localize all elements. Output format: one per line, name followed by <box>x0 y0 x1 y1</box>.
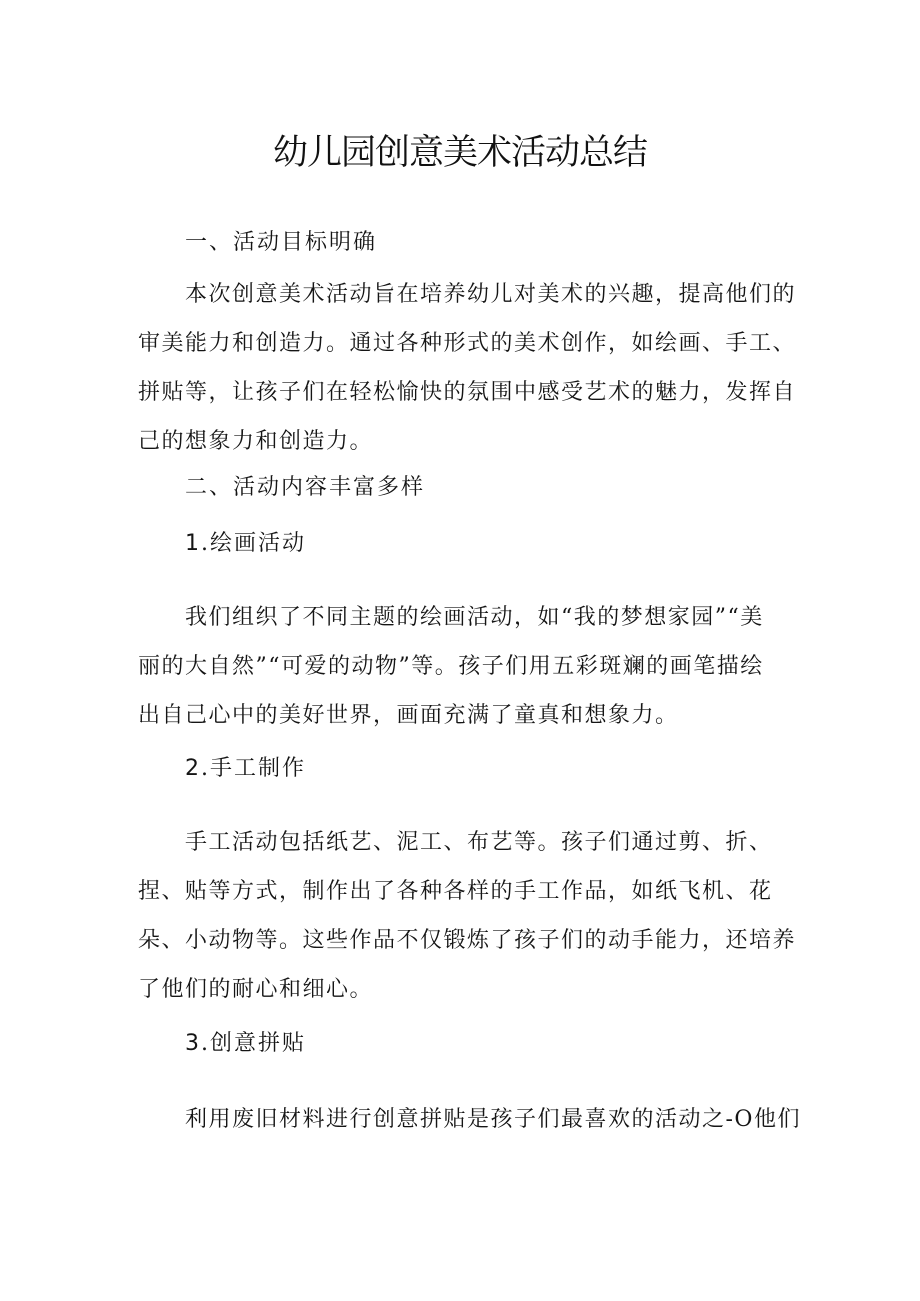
paragraph-line: 朵、小动物等。这些作品不仅锻炼了孩子们的动手能力，还培养 <box>138 928 797 953</box>
subheading-collage <box>185 1029 306 1059</box>
paragraph-line: 己的想象力和创造力。 <box>138 429 374 454</box>
paragraph-collage <box>138 1095 801 1144</box>
item-label: .手工制作 <box>201 756 306 781</box>
paragraph-handcraft <box>138 818 797 1014</box>
item-number: 2 <box>185 756 201 781</box>
paragraph-line: 捏、贴等方式，制作出了各种各样的手工作品，如纸飞机、花 <box>138 879 773 904</box>
section-heading-content: 二、活动内容丰富多样 <box>185 475 426 500</box>
paragraph-line: 本次创意美术活动旨在培养幼儿对美术的兴趣，提高他们的 <box>185 282 797 307</box>
item-label: .绘画活动 <box>201 531 306 556</box>
paragraph-line: 手工活动包括纸艺、泥工、布艺等。孩子们通过剪、折、 <box>185 830 773 855</box>
paragraph-line: 我们组织了不同主题的绘画活动，如“我的梦想家园”“美 <box>185 605 764 630</box>
paragraph-goals <box>138 270 797 466</box>
subheading-handcraft <box>185 754 306 784</box>
paragraph-line: 出自己心中的美好世界，画面充满了童真和想象力。 <box>138 703 679 728</box>
paragraph-line: 了他们的耐心和细心。 <box>138 977 374 1002</box>
item-label: .创意拼贴 <box>201 1031 306 1056</box>
document-title: 幼儿园创意美术活动总结 <box>272 133 647 173</box>
paragraph-line: 利用废旧材料进行创意拼贴是孩子们最喜欢的活动之-O他们 <box>185 1107 801 1132</box>
paragraph-painting <box>138 593 788 740</box>
paragraph-line: 丽的大自然”“可爱的动物”等。孩子们用五彩斑斓的画笔描绘 <box>138 654 764 679</box>
item-number: 1 <box>185 531 201 556</box>
item-number: 3 <box>185 1031 201 1056</box>
section-heading-goals: 一、活动目标明确 <box>185 230 378 255</box>
paragraph-line: 审美能力和创造力。通过各种形式的美术创作，如绘画、手工、 <box>138 331 797 356</box>
paragraph-line: 拼贴等，让孩子们在轻松愉快的氛围中感受艺术的魅力，发挥自 <box>138 380 797 405</box>
subheading-painting <box>185 529 306 559</box>
